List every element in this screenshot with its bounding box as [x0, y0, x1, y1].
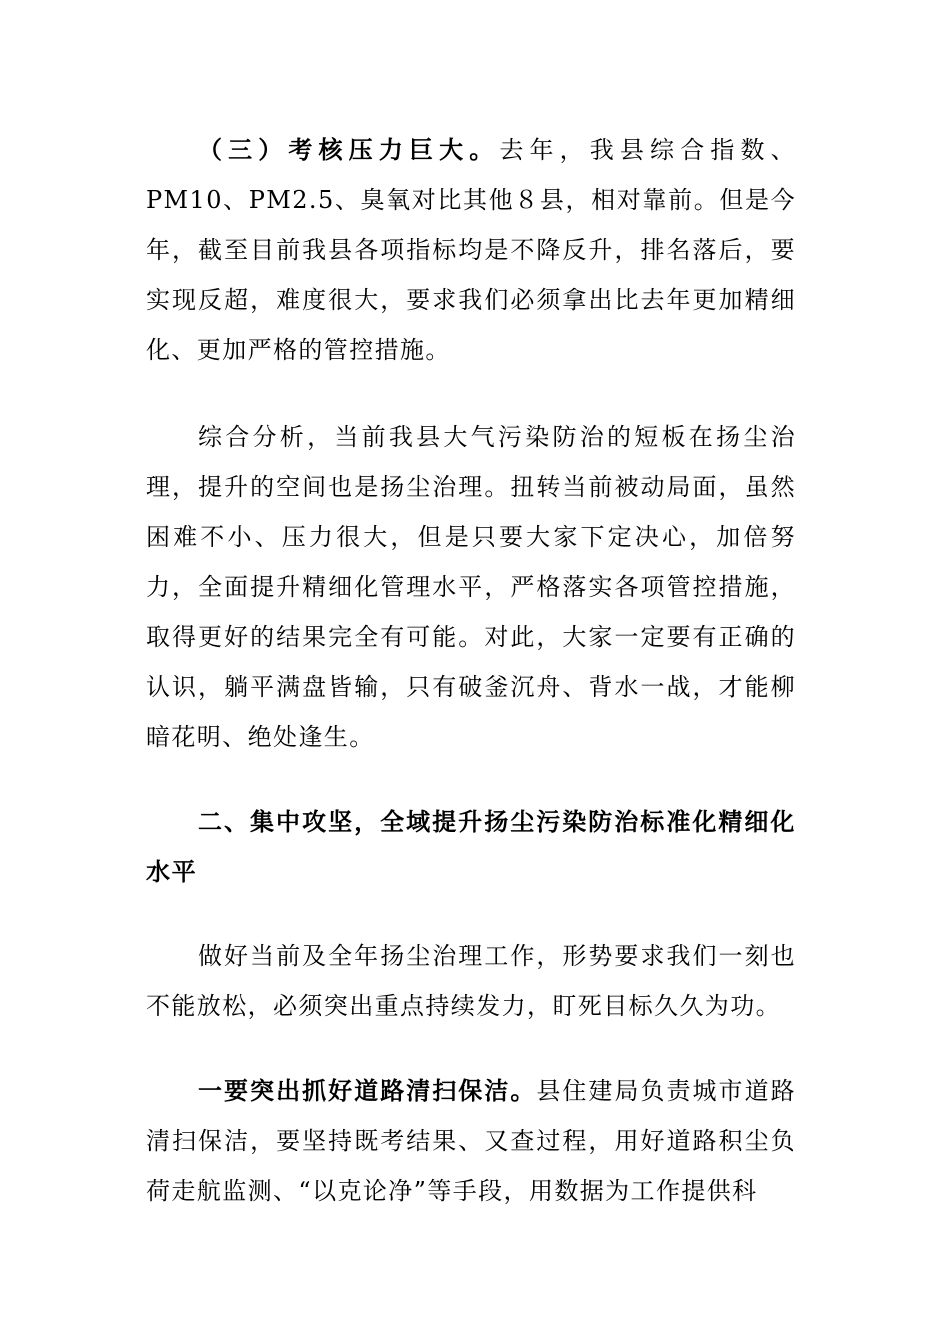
- section-heading: 二、集中攻坚，全域提升扬尘污染防治标准化精细化水平: [146, 807, 796, 886]
- paragraph-text: 县住建局负责城市道路清扫保洁，要坚持既考结果、又查过程，用好道路积尘负荷走航监测、“以克论净”等手段，用数据为工作提供科: [146, 1077, 797, 1205]
- paragraph-text: 去年，我县综合指数、PM10、PM2.5、臭氧对比其他８县，相对靠前。但是今年，截至目前我县各项指标均是不降反升，排名落后，要实现反超，难度很大，要求我们必须拿出比去年更加精细化、更加严格的管控措施。: [146, 136, 797, 364]
- paragraph-text: 综合分析，当前我县大气污染防治的短板在扬尘治理，提升的空间也是扬尘治理。扭转当前被动局面，虽然困难不小、压力很大，但是只要大家下定决心，加倍努力，全面提升精细化管理水平，严格落实各项管控措施，取得更好的结果完全有可能。对此，大家一定要有正确的认识，躺平满盘皆输，只有破釜沉舟、背水一战，才能柳暗花明、绝处逢生。: [146, 423, 796, 751]
- paragraph-text: 做好当前及全年扬尘治理工作，形势要求我们一刻也不能放松，必须突出重点持续发力，盯死目标久久为功。: [146, 942, 796, 1020]
- paragraph-road-cleaning: [146, 1066, 796, 1216]
- paragraph-lead: 一要突出抓好道路清扫保洁。: [198, 1076, 537, 1105]
- paragraph-assessment-pressure: [146, 125, 796, 375]
- paragraph-situation: [146, 931, 796, 1031]
- paragraph-lead: （三）考核压力巨大。: [198, 135, 500, 164]
- paragraph-comprehensive-analysis: [146, 412, 796, 762]
